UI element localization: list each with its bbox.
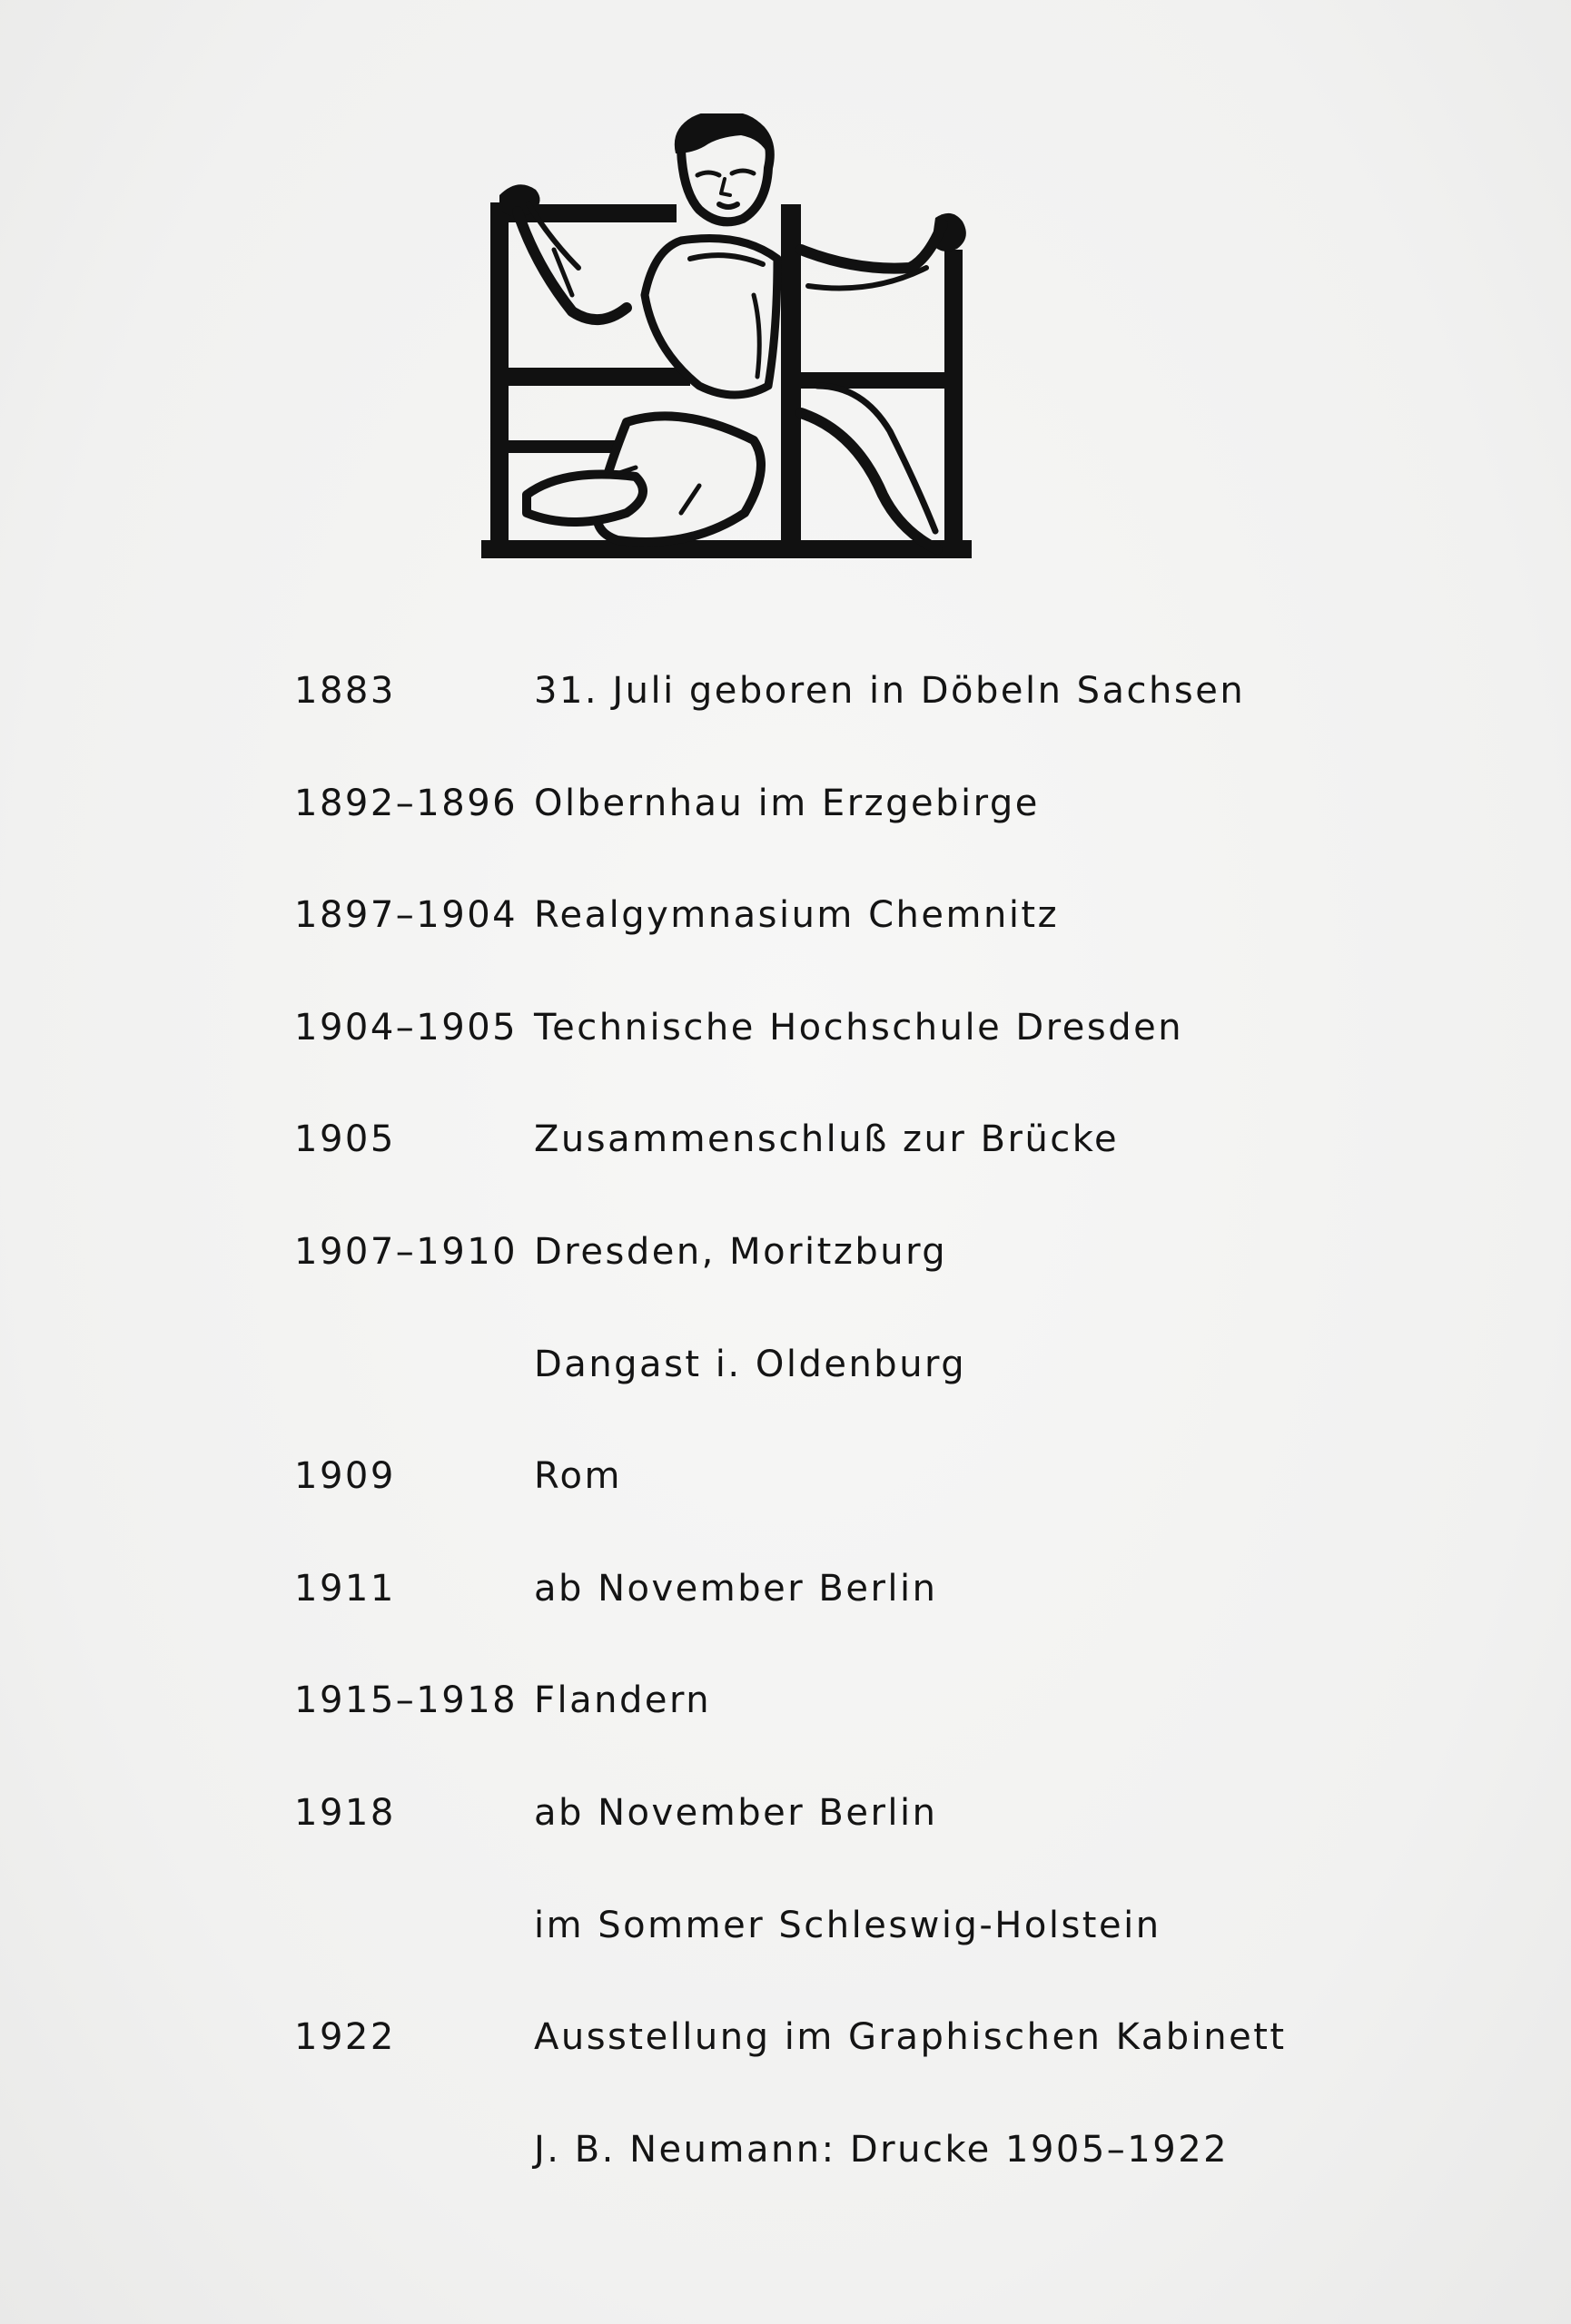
timeline-row	[282, 1231, 1371, 1344]
timeline-year: 1883	[294, 670, 396, 712]
timeline-year: 1907–1910	[294, 1230, 519, 1273]
timeline-year: 1904–1905	[294, 1006, 519, 1049]
timeline-row	[282, 1568, 1371, 1680]
timeline-event: ab November Berlin	[534, 1791, 938, 1834]
timeline-year: 1892–1896	[294, 782, 519, 824]
timeline-year: 1922	[294, 2016, 396, 2059]
timeline-row	[282, 1792, 1371, 1905]
timeline-row	[282, 1905, 1371, 2017]
timeline-event: Olbernhau im Erzgebirge	[534, 782, 1040, 824]
timeline-row	[282, 670, 1371, 783]
timeline-row	[282, 894, 1371, 1007]
timeline-row	[282, 2016, 1371, 2129]
timeline-event: J. B. Neumann: Drucke 1905–1922	[534, 2128, 1230, 2171]
timeline-row	[282, 1679, 1371, 1792]
woodcut-figure-in-frame-icon	[481, 113, 981, 567]
timeline-row	[282, 1118, 1371, 1231]
timeline-event: im Sommer Schleswig-Holstein	[534, 1904, 1161, 1946]
timeline-year: 1911	[294, 1567, 396, 1610]
timeline-event: ab November Berlin	[534, 1567, 938, 1610]
biography-timeline	[282, 670, 1371, 2240]
timeline-year: 1909	[294, 1455, 396, 1498]
timeline-event: Realgymnasium Chemnitz	[534, 894, 1060, 937]
timeline-event: Dresden, Moritzburg	[534, 1230, 948, 1273]
timeline-year: 1897–1904	[294, 894, 519, 937]
timeline-year: 1905	[294, 1118, 396, 1161]
timeline-row	[282, 2129, 1371, 2241]
timeline-row	[282, 783, 1371, 895]
timeline-row	[282, 1344, 1371, 1456]
timeline-year: 1918	[294, 1791, 396, 1834]
timeline-event: Zusammenschluß zur Brücke	[534, 1118, 1120, 1161]
timeline-row	[282, 1007, 1371, 1119]
timeline-event: Ausstellung im Graphischen Kabinett	[534, 2016, 1287, 2059]
timeline-year: 1915–1918	[294, 1679, 519, 1722]
timeline-event: Dangast i. Oldenburg	[534, 1343, 967, 1385]
timeline-row	[282, 1455, 1371, 1568]
timeline-event: Technische Hochschule Dresden	[534, 1006, 1184, 1049]
timeline-event: Flandern	[534, 1679, 712, 1722]
timeline-event: 31. Juli geboren in Döbeln Sachsen	[534, 670, 1246, 712]
timeline-event: Rom	[534, 1455, 622, 1498]
